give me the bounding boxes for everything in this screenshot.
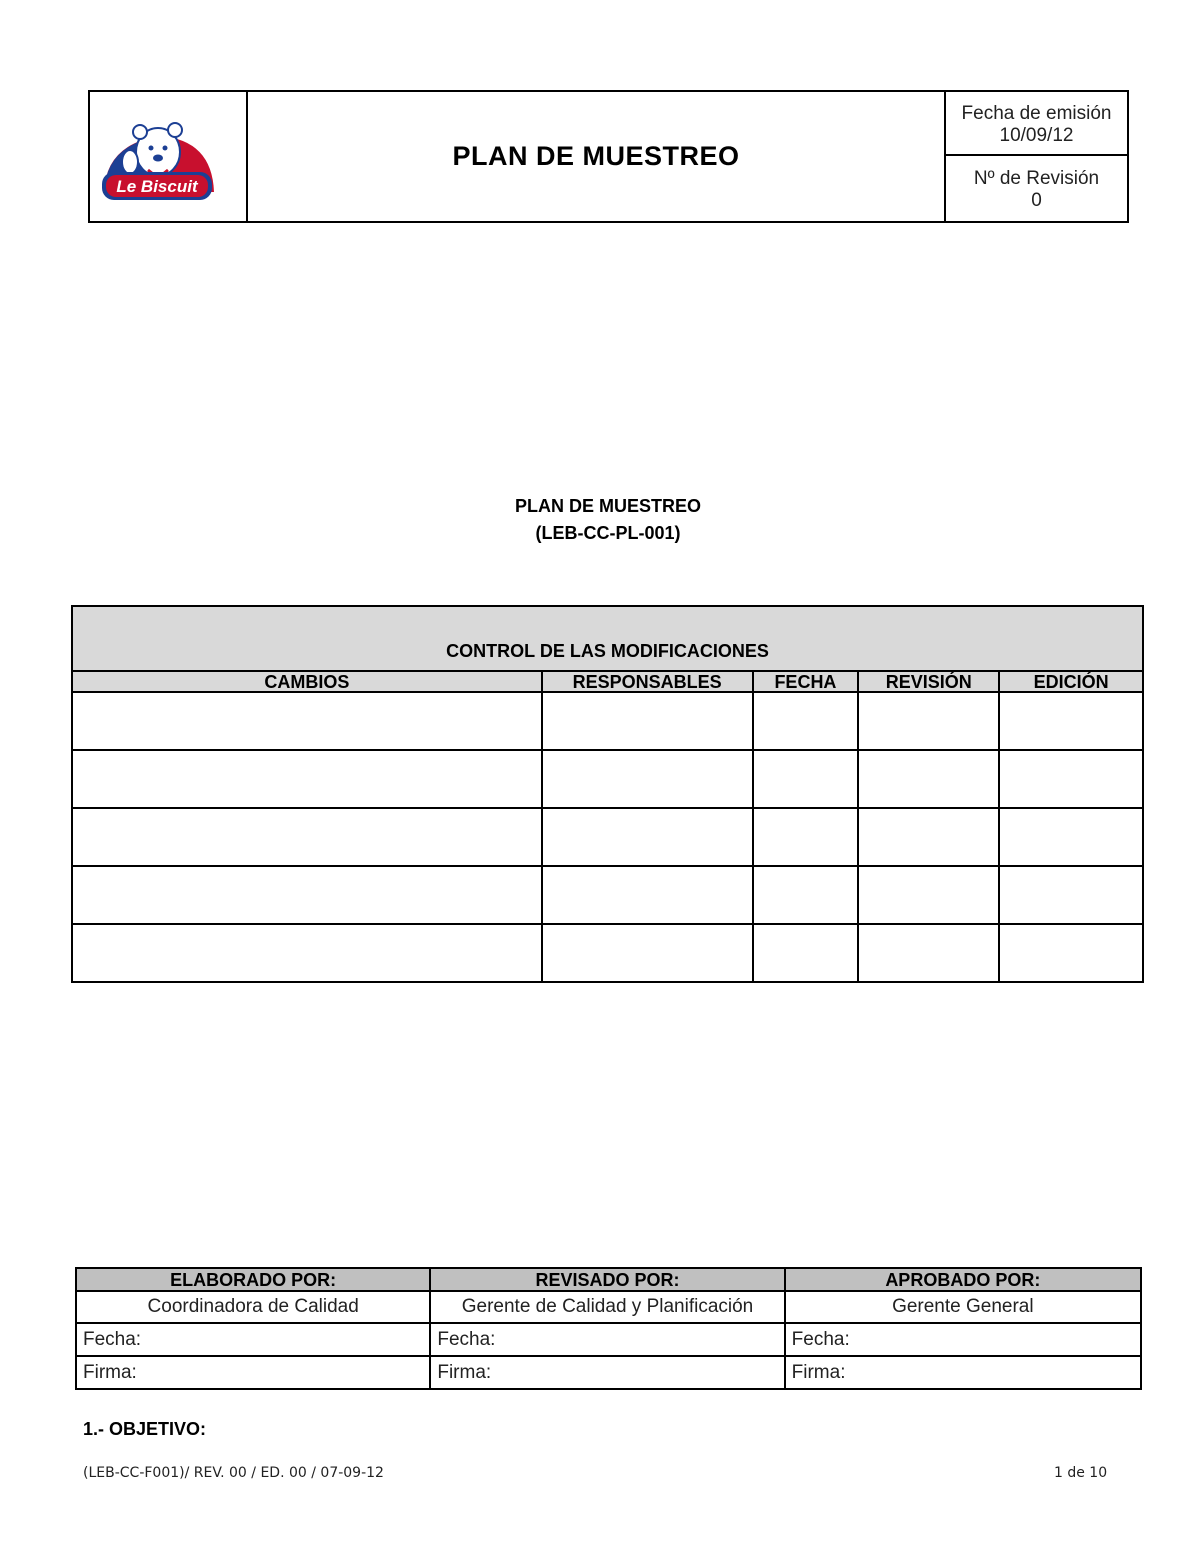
table-cell <box>542 924 753 982</box>
table-row <box>72 692 1143 750</box>
approval-signature-row <box>76 1356 1141 1389</box>
document-title: PLAN DE MUESTREO <box>514 496 701 516</box>
table-row <box>72 924 1143 982</box>
document-header <box>88 90 1129 223</box>
modifications-table <box>71 605 1144 983</box>
table-cell <box>753 750 859 808</box>
issue-date-value: 10/09/12 <box>999 125 1074 146</box>
approved-signature-field: Firma: <box>785 1356 1141 1389</box>
approved-by-header: APROBADO POR: <box>785 1268 1141 1291</box>
elaborated-by-header: ELABORADO POR: <box>76 1268 430 1291</box>
approval-table <box>75 1267 1142 1390</box>
footer-reference: (LEB-CC-F001)/ REV. 00 / ED. 00 / 07-09-12 <box>83 1465 384 1481</box>
table-cell <box>753 808 859 866</box>
table-cell <box>858 808 999 866</box>
column-header-fecha: FECHA <box>753 671 859 692</box>
elaborated-date-field: Fecha: <box>76 1323 430 1356</box>
approval-roles-row <box>76 1291 1141 1323</box>
page-number: 1 de 10 <box>1054 1465 1108 1481</box>
svg-text:Le Biscuit: Le Biscuit <box>116 177 198 196</box>
logo-cell <box>90 92 248 221</box>
table-cell <box>753 866 859 924</box>
issue-date-label: Fecha de emisión <box>961 103 1112 124</box>
table-cell <box>542 808 753 866</box>
document-title-block <box>0 493 1200 547</box>
document-code: (LEB-CC-PL-001) <box>535 523 681 543</box>
approved-date-field: Fecha: <box>785 1323 1141 1356</box>
le-biscuit-logo <box>90 92 244 221</box>
table-cell <box>858 866 999 924</box>
issue-date-box <box>946 92 1127 156</box>
table-cell <box>858 750 999 808</box>
table-cell <box>858 924 999 982</box>
table-row <box>72 808 1143 866</box>
approved-by-role: Gerente General <box>785 1291 1141 1323</box>
table-cell <box>999 750 1143 808</box>
table-cell <box>753 692 859 750</box>
table-cell <box>858 692 999 750</box>
table-cell <box>72 808 542 866</box>
table-cell <box>753 924 859 982</box>
reviewed-by-role: Gerente de Calidad y Planificación <box>430 1291 784 1323</box>
elaborated-by-role: Coordinadora de Calidad <box>76 1291 430 1323</box>
table-cell <box>72 866 542 924</box>
elaborated-signature-field: Firma: <box>76 1356 430 1389</box>
table-cell <box>542 866 753 924</box>
reviewed-by-header: REVISADO POR: <box>430 1268 784 1291</box>
table-cell <box>999 692 1143 750</box>
table-cell <box>999 924 1143 982</box>
table-cell <box>999 866 1143 924</box>
column-header-responsables: RESPONSABLES <box>542 671 753 692</box>
table-cell <box>72 692 542 750</box>
table-row <box>72 866 1143 924</box>
table-row <box>72 750 1143 808</box>
modifications-table-title: CONTROL DE LAS MODIFICACIONES <box>72 606 1143 671</box>
revision-label: Nº de Revisión <box>973 168 1100 189</box>
table-cell <box>542 750 753 808</box>
table-cell <box>72 924 542 982</box>
modifications-header-row <box>72 671 1143 692</box>
reviewed-date-field: Fecha: <box>430 1323 784 1356</box>
revision-box <box>946 157 1127 221</box>
approval-date-row <box>76 1323 1141 1356</box>
column-header-cambios: CAMBIOS <box>72 671 542 692</box>
approval-header-row <box>76 1268 1141 1291</box>
table-cell <box>999 808 1143 866</box>
table-cell <box>72 750 542 808</box>
section-heading-objetivo: 1.- OBJETIVO: <box>83 1419 207 1439</box>
header-meta <box>944 92 1127 221</box>
table-cell <box>542 692 753 750</box>
reviewed-signature-field: Firma: <box>430 1356 784 1389</box>
header-title: PLAN DE MUESTREO <box>452 141 740 171</box>
column-header-edicion: EDICIÓN <box>999 671 1143 692</box>
revision-value: 0 <box>1031 190 1042 211</box>
column-header-revision: REVISIÓN <box>858 671 999 692</box>
